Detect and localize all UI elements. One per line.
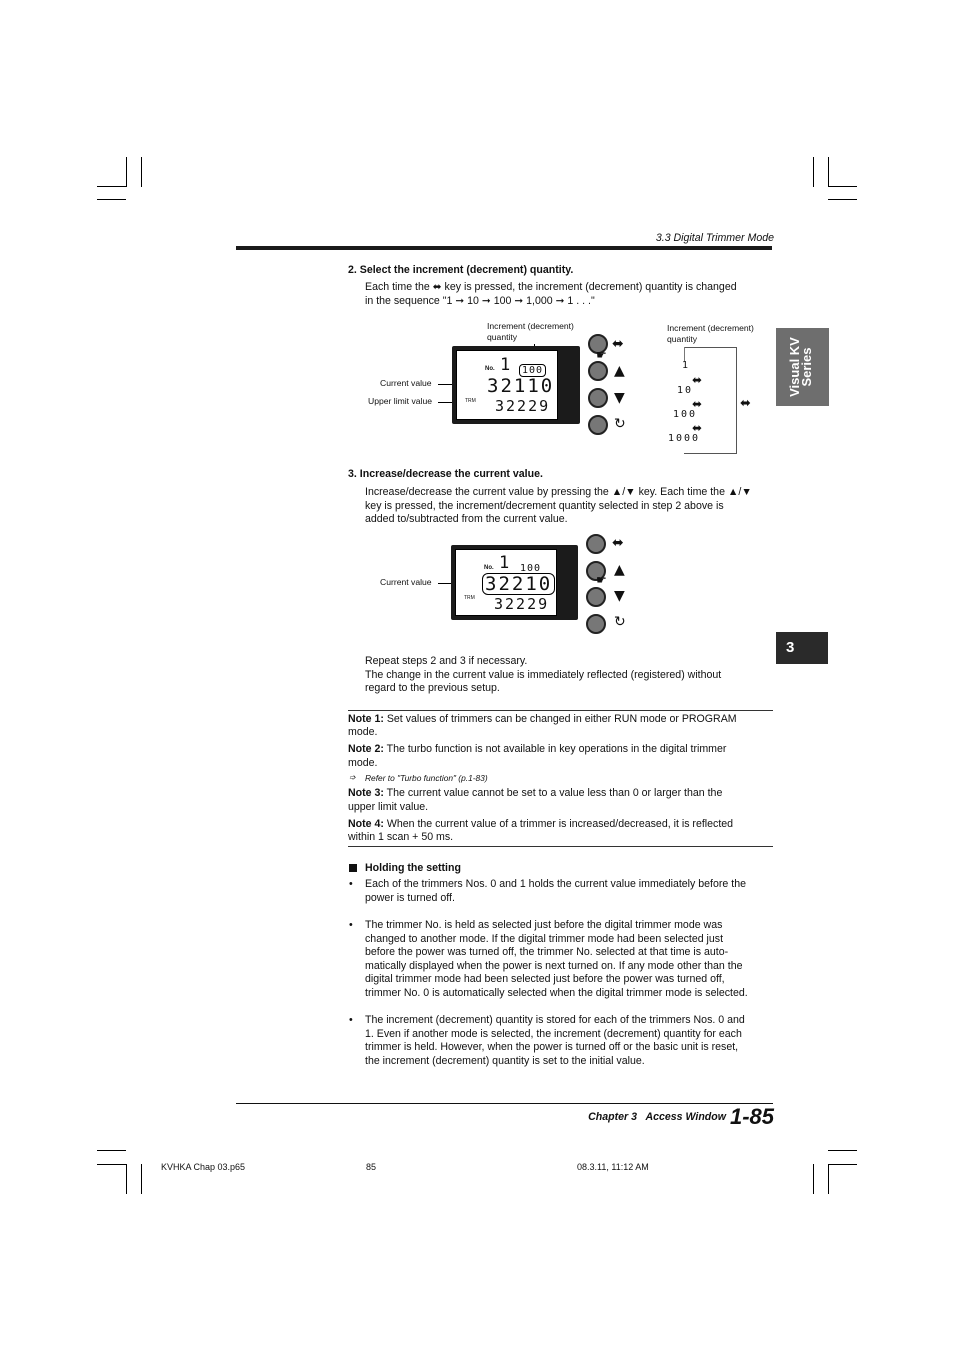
- fig2-shift-key: [586, 534, 606, 554]
- step3-line1: Increase/decrease the current value by pressing the ▲/▼ key. Each time the ▲/▼: [365, 486, 752, 498]
- ref-icon: ➩: [349, 773, 356, 782]
- step3-heading: 3. Increase/decrease the current value.: [348, 468, 543, 480]
- fig2-lcd-no-label: No.: [484, 565, 494, 571]
- fig2-current-label: Current value: [380, 577, 432, 587]
- fig2-lcd-upper: 32229: [494, 595, 550, 613]
- bullet-icon: •: [349, 878, 353, 890]
- fig1-incr-label2: quantity: [487, 332, 518, 342]
- holding-b1-l2: power is turned off.: [365, 892, 455, 904]
- up-arrow-icon: ▲: [614, 363, 625, 379]
- series-tab-line1: Visual KV: [787, 337, 802, 397]
- rotate-icon: ↻: [614, 416, 626, 432]
- section-header: 3.3 Digital Trimmer Mode: [655, 232, 774, 244]
- seq-arrow-icon: ⬌: [692, 373, 703, 387]
- note1-cont: mode.: [348, 726, 378, 738]
- holding-heading: Holding the setting: [365, 862, 461, 874]
- down-arrow-icon: ▼: [614, 588, 625, 604]
- chapter-tab: 3: [776, 632, 828, 664]
- holding-b3-l3: trimmer is held. However, when the power is turned off or the basic unit is reset,: [365, 1041, 739, 1053]
- fig1-lcd-incr: 100: [519, 364, 546, 377]
- step3-line2: key is pressed, the increment/decrement quantity selected in step 2 above is: [365, 500, 724, 512]
- fig1-up-key: [588, 361, 608, 381]
- fig1-upper-label: Upper limit value: [368, 396, 432, 406]
- holding-b2-l1: The trimmer No. is held as selected just before the digital trimmer mode was: [365, 919, 723, 931]
- shift-arrow-icon: ⬌: [612, 336, 624, 352]
- shift-arrow-icon: ⬌: [612, 535, 624, 551]
- step2-line2: in the sequence "1 ➞ 10 ➞ 100 ➞ 1,000 ➞ 1 . . .": [365, 295, 595, 307]
- seq-arrow-icon: ⬌: [692, 421, 703, 435]
- fig2-display-panel: [451, 545, 578, 620]
- fig1-lcd-upper: 32229: [495, 397, 551, 415]
- seq-return-arrow-icon: ⬌: [740, 396, 751, 411]
- print-page: 85: [366, 1162, 377, 1172]
- fig1-current-label: Current value: [380, 378, 432, 388]
- note4-cont: within 1 scan + 50 ms.: [348, 831, 454, 843]
- repeat-line1: Repeat steps 2 and 3 if necessary.: [365, 655, 528, 667]
- step2-heading: 2. Select the increment (decrement) quantity.: [348, 264, 574, 276]
- hand-pointer-icon: ☛: [596, 348, 607, 362]
- note2-cont: mode.: [348, 757, 378, 769]
- repeat-line3: regard to the previous setup.: [365, 682, 500, 694]
- holding-b3-l2: 1. Even if another mode is selected, the increment (decrement) quantity for each: [365, 1028, 742, 1040]
- page-number: 1-85: [730, 1104, 775, 1129]
- bullet-icon: •: [349, 1014, 353, 1026]
- seq-1000: 1000: [668, 433, 701, 444]
- holding-b2-l4: matically displayed when the power is next turned on. If any mode other than the: [365, 960, 743, 972]
- fig2-lcd-trm: TRM: [464, 595, 475, 601]
- fig1-incr-label1: Increment (decrement): [487, 321, 574, 331]
- note2-reference: Refer to "Turbo function" (p.1-83): [365, 773, 488, 783]
- up-arrow-icon: ▲: [614, 562, 625, 578]
- fig2-lcd-no-value: 1: [499, 553, 512, 573]
- holding-b1-l1: Each of the trimmers Nos. 0 and 1 holds the current value immediately before the: [365, 878, 746, 890]
- fig1-lcd-current: 32110: [487, 375, 555, 397]
- square-bullet-icon: [349, 864, 357, 872]
- print-file: KVHKA Chap 03.p65: [161, 1162, 246, 1172]
- fig1-lcd-no-value: 1: [500, 355, 513, 375]
- fig1-seq-label1: Increment (decrement): [667, 323, 754, 333]
- holding-b2-l6: trimmer No. 0 is automatically selected when the digital trimmer mode is selected.: [365, 987, 748, 999]
- holding-b2-l3: before the power was turned off, the trimmer No. selected at that time is auto-: [365, 946, 729, 958]
- note3-cont: upper limit value.: [348, 801, 429, 813]
- fig1-seq-label2: quantity: [667, 334, 698, 344]
- fig1-lcd-trm: TRM: [465, 398, 476, 404]
- fig2-set-key: [586, 614, 606, 634]
- step2-line1: Each time the ⬌ key is pressed, the increment (decrement) quantity is changed: [365, 281, 737, 293]
- seq-1: 1: [682, 360, 691, 371]
- note3: Note 3: The current value cannot be set to a value less than 0 or larger than the: [348, 787, 723, 799]
- fig1-down-key: [588, 388, 608, 408]
- holding-b3-l1: The increment (decrement) quantity is stored for each of the trimmers Nos. 0 and: [365, 1014, 745, 1026]
- fig2-lcd-incr: 100: [520, 563, 542, 574]
- seq-100: 100: [673, 409, 698, 420]
- footer-chapter: Chapter 3 Access Window: [588, 1111, 726, 1123]
- step3-line3: added to/subtracted from the current value.: [365, 513, 568, 525]
- holding-b2-l2: changed to another mode. If the digital trimmer mode had been selected just: [365, 933, 724, 945]
- rotate-icon: ↻: [614, 614, 626, 630]
- holding-b3-l4: the increment (decrement) quantity is set to the initial value.: [365, 1055, 645, 1067]
- hand-pointer-icon: ☛: [596, 573, 607, 587]
- holding-b2-l5: digital trimmer mode had been selected just before the power was turned off,: [365, 973, 725, 985]
- fig2-down-key: [586, 587, 606, 607]
- down-arrow-icon: ▼: [614, 390, 625, 406]
- note4: Note 4: When the current value of a trimmer is increased/decreased, it is reflected: [348, 818, 734, 830]
- fig1-display-panel: [452, 346, 580, 424]
- print-date: 08.3.11, 11:12 AM: [577, 1162, 649, 1172]
- note1: Note 1: Set values of trimmers can be changed in either RUN mode or PROGRAM: [348, 713, 737, 725]
- seq-arrow-icon: ⬌: [692, 397, 703, 411]
- bullet-icon: •: [349, 919, 353, 931]
- series-tab: [776, 328, 829, 406]
- note2: Note 2: The turbo function is not available in key operations in the digital trimmer: [348, 743, 727, 755]
- fig1-lcd-no-label: No.: [485, 366, 495, 372]
- fig1-set-key: [588, 415, 608, 435]
- header-rule: [236, 246, 772, 250]
- fig2-lcd-current: 32210: [482, 573, 555, 595]
- seq-10: 10: [677, 385, 694, 396]
- series-tab-line2: Series: [799, 347, 814, 387]
- repeat-line2: The change in the current value is immediately reflected (registered) without: [365, 669, 722, 681]
